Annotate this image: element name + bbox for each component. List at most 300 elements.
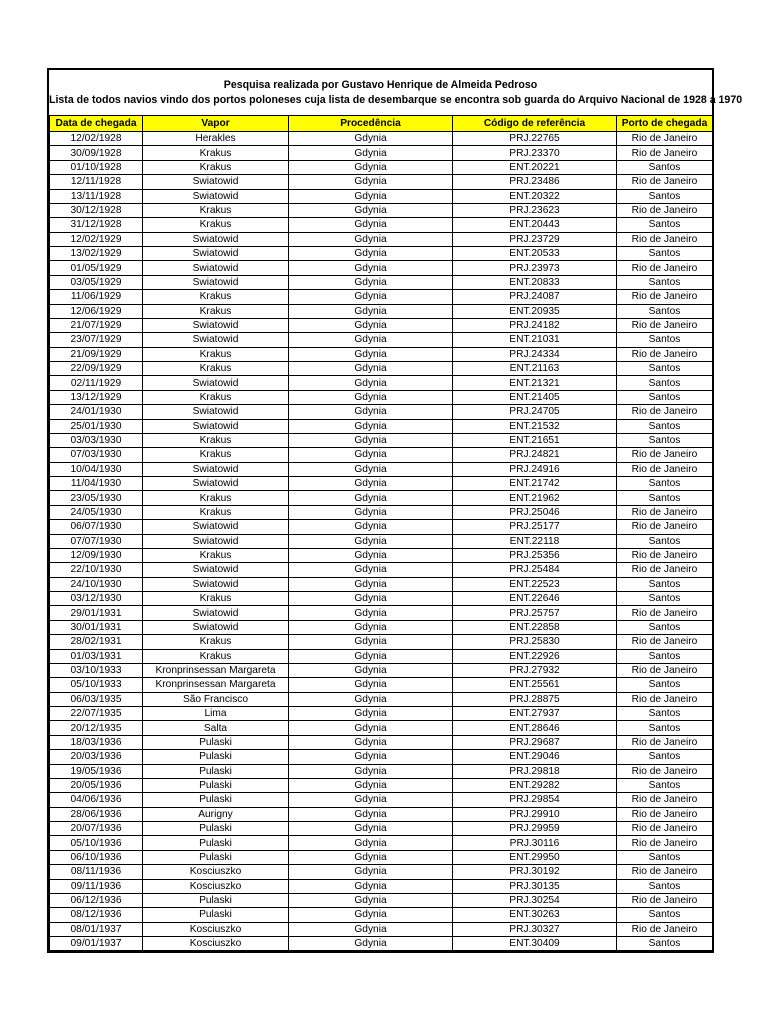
table-row bbox=[50, 649, 713, 663]
cell-origin: Gdynia bbox=[289, 390, 453, 404]
cell-arrival-date: 07/07/1930 bbox=[50, 534, 143, 548]
cell-origin: Gdynia bbox=[289, 577, 453, 591]
cell-ship: Swiatowid bbox=[143, 318, 289, 332]
cell-reference-code: ENT.21031 bbox=[453, 333, 617, 347]
cell-origin: Gdynia bbox=[289, 318, 453, 332]
table-row bbox=[50, 534, 713, 548]
table-row bbox=[50, 376, 713, 390]
table-row bbox=[50, 707, 713, 721]
cell-origin: Gdynia bbox=[289, 707, 453, 721]
table-row bbox=[50, 592, 713, 606]
table-row bbox=[50, 850, 713, 864]
cell-arrival-date: 22/09/1929 bbox=[50, 362, 143, 376]
cell-arrival-port: Rio de Janeiro bbox=[617, 606, 713, 620]
cell-origin: Gdynia bbox=[289, 908, 453, 922]
cell-ship: Swiatowid bbox=[143, 477, 289, 491]
table-row bbox=[50, 865, 713, 879]
cell-arrival-port: Rio de Janeiro bbox=[617, 448, 713, 462]
cell-arrival-port: Rio de Janeiro bbox=[617, 793, 713, 807]
cell-origin: Gdynia bbox=[289, 663, 453, 677]
cell-reference-code: PRJ.25484 bbox=[453, 563, 617, 577]
cell-ship: Krakus bbox=[143, 548, 289, 562]
cell-ship: Kronprinsessan Margareta bbox=[143, 663, 289, 677]
table-row bbox=[50, 477, 713, 491]
cell-arrival-port: Santos bbox=[617, 477, 713, 491]
cell-ship: Pulaski bbox=[143, 778, 289, 792]
cell-arrival-port: Santos bbox=[617, 218, 713, 232]
cell-reference-code: PRJ.30192 bbox=[453, 865, 617, 879]
cell-arrival-port: Rio de Janeiro bbox=[617, 548, 713, 562]
table-row bbox=[50, 635, 713, 649]
cell-arrival-date: 03/03/1930 bbox=[50, 433, 143, 447]
cell-ship: Swiatowid bbox=[143, 577, 289, 591]
table-row bbox=[50, 318, 713, 332]
cell-arrival-port: Santos bbox=[617, 620, 713, 634]
cell-origin: Gdynia bbox=[289, 879, 453, 893]
cell-reference-code: PRJ.25757 bbox=[453, 606, 617, 620]
cell-origin: Gdynia bbox=[289, 477, 453, 491]
cell-origin: Gdynia bbox=[289, 735, 453, 749]
cell-arrival-port: Rio de Janeiro bbox=[617, 893, 713, 907]
cell-arrival-date: 20/05/1936 bbox=[50, 778, 143, 792]
cell-arrival-date: 03/05/1929 bbox=[50, 275, 143, 289]
cell-origin: Gdynia bbox=[289, 937, 453, 951]
cell-reference-code: ENT.21742 bbox=[453, 477, 617, 491]
cell-origin: Gdynia bbox=[289, 764, 453, 778]
cell-ship: Swiatowid bbox=[143, 405, 289, 419]
cell-origin: Gdynia bbox=[289, 822, 453, 836]
cell-arrival-port: Santos bbox=[617, 376, 713, 390]
cell-arrival-port: Santos bbox=[617, 592, 713, 606]
cell-arrival-port: Rio de Janeiro bbox=[617, 865, 713, 879]
cell-ship: Krakus bbox=[143, 347, 289, 361]
cell-arrival-port: Rio de Janeiro bbox=[617, 232, 713, 246]
cell-arrival-port: Santos bbox=[617, 275, 713, 289]
cell-ship: Krakus bbox=[143, 304, 289, 318]
cell-reference-code: PRJ.24087 bbox=[453, 290, 617, 304]
cell-arrival-port: Rio de Janeiro bbox=[617, 290, 713, 304]
cell-ship: Pulaski bbox=[143, 735, 289, 749]
table-row bbox=[50, 807, 713, 821]
cell-arrival-date: 31/12/1928 bbox=[50, 218, 143, 232]
cell-reference-code: ENT.30409 bbox=[453, 937, 617, 951]
cell-reference-code: ENT.21321 bbox=[453, 376, 617, 390]
cell-origin: Gdynia bbox=[289, 778, 453, 792]
cell-origin: Gdynia bbox=[289, 620, 453, 634]
cell-arrival-port: Santos bbox=[617, 390, 713, 404]
cell-origin: Gdynia bbox=[289, 189, 453, 203]
cell-origin: Gdynia bbox=[289, 247, 453, 261]
cell-arrival-port: Santos bbox=[617, 419, 713, 433]
table-body bbox=[50, 132, 713, 951]
cell-ship: Swiatowid bbox=[143, 275, 289, 289]
cell-arrival-date: 20/03/1936 bbox=[50, 750, 143, 764]
cell-ship: Pulaski bbox=[143, 822, 289, 836]
cell-ship: Krakus bbox=[143, 203, 289, 217]
cell-origin: Gdynia bbox=[289, 376, 453, 390]
spreadsheet-page bbox=[47, 68, 743, 953]
cell-reference-code: PRJ.29854 bbox=[453, 793, 617, 807]
cell-reference-code: PRJ.25830 bbox=[453, 635, 617, 649]
title-block bbox=[49, 70, 743, 115]
cell-arrival-date: 23/07/1929 bbox=[50, 333, 143, 347]
cell-reference-code: ENT.21532 bbox=[453, 419, 617, 433]
cell-reference-code: PRJ.25046 bbox=[453, 505, 617, 519]
cell-ship: Pulaski bbox=[143, 750, 289, 764]
cell-arrival-port: Rio de Janeiro bbox=[617, 692, 713, 706]
cell-origin: Gdynia bbox=[289, 836, 453, 850]
cell-arrival-port: Santos bbox=[617, 333, 713, 347]
cell-origin: Gdynia bbox=[289, 304, 453, 318]
cell-reference-code: ENT.29046 bbox=[453, 750, 617, 764]
cell-ship: Krakus bbox=[143, 146, 289, 160]
table-row bbox=[50, 132, 713, 146]
cell-ship: Krakus bbox=[143, 390, 289, 404]
cell-arrival-date: 24/01/1930 bbox=[50, 405, 143, 419]
cell-arrival-date: 08/12/1936 bbox=[50, 908, 143, 922]
cell-arrival-date: 12/11/1928 bbox=[50, 175, 143, 189]
cell-ship: Kronprinsessan Margareta bbox=[143, 678, 289, 692]
cell-arrival-port: Rio de Janeiro bbox=[617, 663, 713, 677]
cell-arrival-port: Rio de Janeiro bbox=[617, 203, 713, 217]
cell-ship: Krakus bbox=[143, 218, 289, 232]
cell-arrival-port: Rio de Janeiro bbox=[617, 807, 713, 821]
cell-ship: Krakus bbox=[143, 160, 289, 174]
cell-arrival-port: Rio de Janeiro bbox=[617, 175, 713, 189]
cell-ship: Pulaski bbox=[143, 893, 289, 907]
table-row bbox=[50, 247, 713, 261]
cell-reference-code: PRJ.25356 bbox=[453, 548, 617, 562]
cell-reference-code: ENT.22523 bbox=[453, 577, 617, 591]
table-row bbox=[50, 333, 713, 347]
cell-reference-code: ENT.30263 bbox=[453, 908, 617, 922]
cell-ship: Swiatowid bbox=[143, 247, 289, 261]
cell-arrival-date: 11/04/1930 bbox=[50, 477, 143, 491]
table-row bbox=[50, 261, 713, 275]
cell-reference-code: ENT.20533 bbox=[453, 247, 617, 261]
cell-origin: Gdynia bbox=[289, 850, 453, 864]
cell-origin: Gdynia bbox=[289, 261, 453, 275]
cell-ship: Pulaski bbox=[143, 764, 289, 778]
cell-ship: São Francisco bbox=[143, 692, 289, 706]
cell-arrival-date: 30/12/1928 bbox=[50, 203, 143, 217]
cell-ship: Lima bbox=[143, 707, 289, 721]
cell-arrival-port: Santos bbox=[617, 304, 713, 318]
ship-arrivals-table bbox=[49, 115, 713, 951]
table-row bbox=[50, 606, 713, 620]
cell-reference-code: PRJ.22765 bbox=[453, 132, 617, 146]
cell-arrival-date: 12/02/1929 bbox=[50, 232, 143, 246]
cell-origin: Gdynia bbox=[289, 750, 453, 764]
cell-origin: Gdynia bbox=[289, 333, 453, 347]
cell-reference-code: ENT.20322 bbox=[453, 189, 617, 203]
column-header-arrival-date: Data de chegada bbox=[50, 116, 143, 132]
table-row bbox=[50, 405, 713, 419]
table-row bbox=[50, 290, 713, 304]
cell-arrival-port: Santos bbox=[617, 908, 713, 922]
table-row bbox=[50, 836, 713, 850]
cell-arrival-port: Rio de Janeiro bbox=[617, 563, 713, 577]
cell-arrival-date: 22/07/1935 bbox=[50, 707, 143, 721]
cell-arrival-date: 06/07/1930 bbox=[50, 520, 143, 534]
cell-arrival-date: 21/09/1929 bbox=[50, 347, 143, 361]
cell-ship: Krakus bbox=[143, 592, 289, 606]
cell-reference-code: PRJ.23729 bbox=[453, 232, 617, 246]
cell-origin: Gdynia bbox=[289, 405, 453, 419]
table-row bbox=[50, 922, 713, 936]
cell-origin: Gdynia bbox=[289, 807, 453, 821]
cell-arrival-date: 19/05/1936 bbox=[50, 764, 143, 778]
table-row bbox=[50, 663, 713, 677]
table-row bbox=[50, 879, 713, 893]
cell-arrival-port: Santos bbox=[617, 850, 713, 864]
cell-ship: Krakus bbox=[143, 290, 289, 304]
cell-reference-code: ENT.29282 bbox=[453, 778, 617, 792]
column-header-reference-code: Código de referência bbox=[453, 116, 617, 132]
cell-reference-code: ENT.20935 bbox=[453, 304, 617, 318]
cell-ship: Swiatowid bbox=[143, 376, 289, 390]
cell-reference-code: PRJ.30327 bbox=[453, 922, 617, 936]
cell-arrival-date: 30/09/1928 bbox=[50, 146, 143, 160]
cell-reference-code: ENT.29950 bbox=[453, 850, 617, 864]
cell-reference-code: PRJ.23973 bbox=[453, 261, 617, 275]
table-row bbox=[50, 908, 713, 922]
cell-origin: Gdynia bbox=[289, 678, 453, 692]
cell-ship: Swiatowid bbox=[143, 419, 289, 433]
cell-arrival-date: 03/12/1930 bbox=[50, 592, 143, 606]
cell-ship: Kosciuszko bbox=[143, 922, 289, 936]
cell-origin: Gdynia bbox=[289, 448, 453, 462]
cell-arrival-port: Rio de Janeiro bbox=[617, 318, 713, 332]
cell-ship: Swiatowid bbox=[143, 189, 289, 203]
table-row bbox=[50, 735, 713, 749]
cell-arrival-port: Rio de Janeiro bbox=[617, 462, 713, 476]
cell-reference-code: PRJ.24916 bbox=[453, 462, 617, 476]
cell-reference-code: PRJ.23486 bbox=[453, 175, 617, 189]
cell-ship: Pulaski bbox=[143, 793, 289, 807]
cell-reference-code: ENT.22858 bbox=[453, 620, 617, 634]
cell-arrival-date: 13/12/1929 bbox=[50, 390, 143, 404]
cell-origin: Gdynia bbox=[289, 491, 453, 505]
cell-reference-code: ENT.22118 bbox=[453, 534, 617, 548]
cell-reference-code: PRJ.30116 bbox=[453, 836, 617, 850]
cell-origin: Gdynia bbox=[289, 534, 453, 548]
cell-arrival-port: Santos bbox=[617, 247, 713, 261]
cell-arrival-port: Santos bbox=[617, 879, 713, 893]
cell-reference-code: PRJ.24182 bbox=[453, 318, 617, 332]
cell-arrival-date: 28/06/1936 bbox=[50, 807, 143, 821]
cell-origin: Gdynia bbox=[289, 275, 453, 289]
cell-origin: Gdynia bbox=[289, 922, 453, 936]
cell-arrival-date: 08/01/1937 bbox=[50, 922, 143, 936]
cell-arrival-date: 07/03/1930 bbox=[50, 448, 143, 462]
cell-arrival-date: 30/01/1931 bbox=[50, 620, 143, 634]
cell-ship: Swiatowid bbox=[143, 620, 289, 634]
cell-arrival-port: Santos bbox=[617, 750, 713, 764]
cell-origin: Gdynia bbox=[289, 635, 453, 649]
table-row bbox=[50, 347, 713, 361]
cell-arrival-date: 05/10/1933 bbox=[50, 678, 143, 692]
cell-arrival-date: 12/02/1928 bbox=[50, 132, 143, 146]
table-row bbox=[50, 721, 713, 735]
cell-arrival-date: 13/11/1928 bbox=[50, 189, 143, 203]
table-row bbox=[50, 232, 713, 246]
cell-origin: Gdynia bbox=[289, 893, 453, 907]
cell-reference-code: ENT.20221 bbox=[453, 160, 617, 174]
cell-ship: Swiatowid bbox=[143, 333, 289, 347]
table-row bbox=[50, 937, 713, 951]
cell-ship: Kosciuszko bbox=[143, 937, 289, 951]
table-row bbox=[50, 189, 713, 203]
table-row bbox=[50, 563, 713, 577]
cell-arrival-port: Santos bbox=[617, 189, 713, 203]
cell-arrival-date: 11/06/1929 bbox=[50, 290, 143, 304]
cell-arrival-port: Santos bbox=[617, 937, 713, 951]
cell-arrival-port: Rio de Janeiro bbox=[617, 764, 713, 778]
cell-arrival-port: Santos bbox=[617, 491, 713, 505]
cell-ship: Swiatowid bbox=[143, 175, 289, 189]
cell-origin: Gdynia bbox=[289, 433, 453, 447]
cell-arrival-date: 28/02/1931 bbox=[50, 635, 143, 649]
cell-origin: Gdynia bbox=[289, 606, 453, 620]
cell-reference-code: PRJ.29818 bbox=[453, 764, 617, 778]
cell-arrival-date: 02/11/1929 bbox=[50, 376, 143, 390]
table-row bbox=[50, 505, 713, 519]
cell-reference-code: PRJ.30254 bbox=[453, 893, 617, 907]
cell-arrival-port: Santos bbox=[617, 433, 713, 447]
cell-origin: Gdynia bbox=[289, 865, 453, 879]
table-row bbox=[50, 304, 713, 318]
table-row bbox=[50, 203, 713, 217]
cell-arrival-date: 20/12/1935 bbox=[50, 721, 143, 735]
table-row bbox=[50, 362, 713, 376]
table-row bbox=[50, 692, 713, 706]
table-row bbox=[50, 577, 713, 591]
cell-origin: Gdynia bbox=[289, 362, 453, 376]
column-header-origin: Procedência bbox=[289, 116, 453, 132]
cell-arrival-date: 24/10/1930 bbox=[50, 577, 143, 591]
cell-arrival-port: Rio de Janeiro bbox=[617, 822, 713, 836]
cell-arrival-date: 06/12/1936 bbox=[50, 893, 143, 907]
cell-reference-code: PRJ.27932 bbox=[453, 663, 617, 677]
cell-origin: Gdynia bbox=[289, 649, 453, 663]
cell-origin: Gdynia bbox=[289, 218, 453, 232]
cell-reference-code: PRJ.29687 bbox=[453, 735, 617, 749]
table-row bbox=[50, 620, 713, 634]
cell-ship: Swiatowid bbox=[143, 534, 289, 548]
cell-origin: Gdynia bbox=[289, 347, 453, 361]
cell-origin: Gdynia bbox=[289, 592, 453, 606]
cell-arrival-port: Rio de Janeiro bbox=[617, 922, 713, 936]
cell-arrival-date: 04/06/1936 bbox=[50, 793, 143, 807]
cell-reference-code: PRJ.29910 bbox=[453, 807, 617, 821]
cell-ship: Pulaski bbox=[143, 908, 289, 922]
cell-arrival-date: 09/01/1937 bbox=[50, 937, 143, 951]
cell-origin: Gdynia bbox=[289, 160, 453, 174]
table-row bbox=[50, 175, 713, 189]
cell-arrival-date: 20/07/1936 bbox=[50, 822, 143, 836]
table-row bbox=[50, 146, 713, 160]
cell-arrival-date: 29/01/1931 bbox=[50, 606, 143, 620]
cell-arrival-date: 10/04/1930 bbox=[50, 462, 143, 476]
table-row bbox=[50, 433, 713, 447]
cell-ship: Pulaski bbox=[143, 850, 289, 864]
cell-arrival-port: Rio de Janeiro bbox=[617, 347, 713, 361]
cell-arrival-date: 24/05/1930 bbox=[50, 505, 143, 519]
cell-origin: Gdynia bbox=[289, 175, 453, 189]
cell-arrival-port: Rio de Janeiro bbox=[617, 261, 713, 275]
cell-arrival-date: 09/11/1936 bbox=[50, 879, 143, 893]
table-row bbox=[50, 893, 713, 907]
cell-ship: Krakus bbox=[143, 649, 289, 663]
table-row bbox=[50, 419, 713, 433]
cell-ship: Aurigny bbox=[143, 807, 289, 821]
cell-ship: Krakus bbox=[143, 635, 289, 649]
cell-reference-code: ENT.21962 bbox=[453, 491, 617, 505]
cell-arrival-date: 12/06/1929 bbox=[50, 304, 143, 318]
table-row bbox=[50, 822, 713, 836]
cell-arrival-port: Santos bbox=[617, 778, 713, 792]
cell-reference-code: ENT.25561 bbox=[453, 678, 617, 692]
cell-ship: Krakus bbox=[143, 448, 289, 462]
column-header-ship: Vapor bbox=[143, 116, 289, 132]
cell-ship: Krakus bbox=[143, 362, 289, 376]
cell-reference-code: PRJ.25177 bbox=[453, 520, 617, 534]
cell-ship: Salta bbox=[143, 721, 289, 735]
cell-arrival-date: 06/03/1935 bbox=[50, 692, 143, 706]
cell-reference-code: PRJ.28875 bbox=[453, 692, 617, 706]
cell-arrival-port: Rio de Janeiro bbox=[617, 836, 713, 850]
table-row bbox=[50, 764, 713, 778]
cell-origin: Gdynia bbox=[289, 520, 453, 534]
table-row bbox=[50, 491, 713, 505]
cell-ship: Krakus bbox=[143, 505, 289, 519]
cell-reference-code: ENT.22926 bbox=[453, 649, 617, 663]
cell-arrival-date: 05/10/1936 bbox=[50, 836, 143, 850]
cell-arrival-port: Rio de Janeiro bbox=[617, 735, 713, 749]
cell-reference-code: ENT.21651 bbox=[453, 433, 617, 447]
table-row bbox=[50, 462, 713, 476]
table-row bbox=[50, 548, 713, 562]
cell-arrival-date: 23/05/1930 bbox=[50, 491, 143, 505]
cell-arrival-port: Santos bbox=[617, 707, 713, 721]
cell-reference-code: ENT.27937 bbox=[453, 707, 617, 721]
cell-reference-code: PRJ.23370 bbox=[453, 146, 617, 160]
cell-ship: Swiatowid bbox=[143, 563, 289, 577]
table-row bbox=[50, 750, 713, 764]
cell-arrival-date: 08/11/1936 bbox=[50, 865, 143, 879]
page-subtitle: Lista de todos navios vindo dos portos poloneses cuja lista de desembarque se encontra sob guarda do Arquivo Nacional de 1928 a 1970 bbox=[49, 93, 743, 106]
cell-ship: Kosciuszko bbox=[143, 865, 289, 879]
cell-reference-code: PRJ.24334 bbox=[453, 347, 617, 361]
cell-ship: Swiatowid bbox=[143, 462, 289, 476]
table-row bbox=[50, 678, 713, 692]
table-row bbox=[50, 218, 713, 232]
cell-arrival-port: Rio de Janeiro bbox=[617, 505, 713, 519]
cell-arrival-port: Rio de Janeiro bbox=[617, 146, 713, 160]
cell-ship: Pulaski bbox=[143, 836, 289, 850]
table-row bbox=[50, 448, 713, 462]
cell-origin: Gdynia bbox=[289, 290, 453, 304]
cell-arrival-port: Santos bbox=[617, 678, 713, 692]
cell-arrival-port: Rio de Janeiro bbox=[617, 635, 713, 649]
table-row bbox=[50, 778, 713, 792]
cell-arrival-port: Santos bbox=[617, 721, 713, 735]
table-row bbox=[50, 520, 713, 534]
cell-reference-code: ENT.20833 bbox=[453, 275, 617, 289]
table-row bbox=[50, 160, 713, 174]
cell-reference-code: ENT.28646 bbox=[453, 721, 617, 735]
